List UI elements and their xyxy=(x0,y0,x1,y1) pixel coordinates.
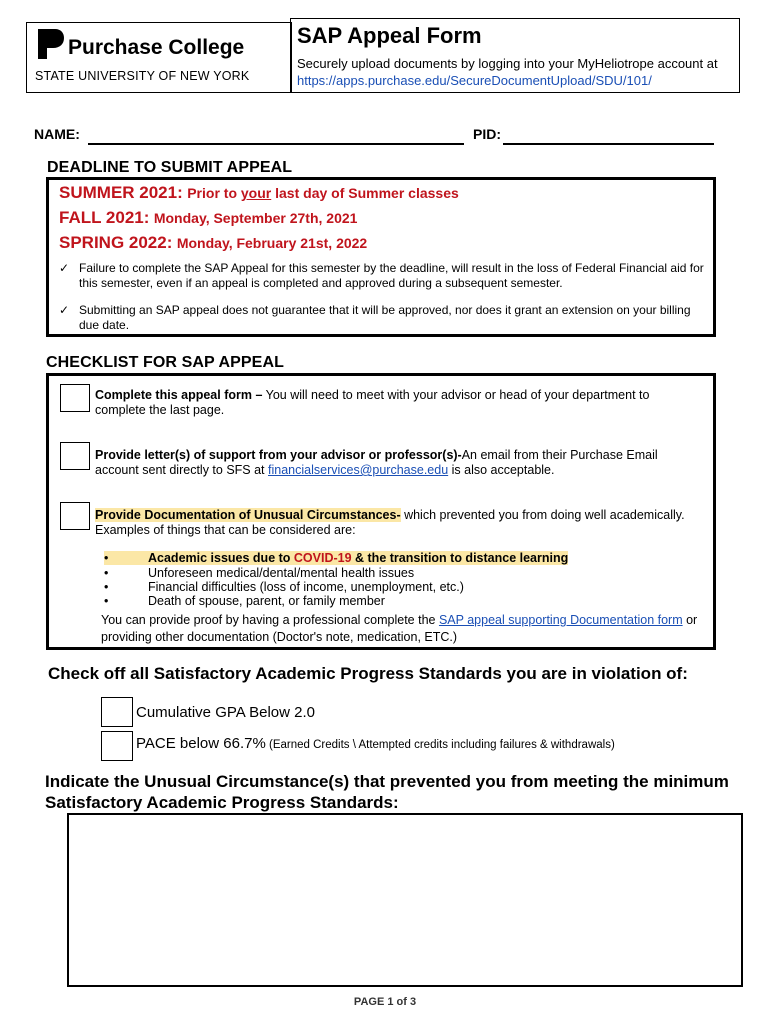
fall-term: FALL 2021: xyxy=(59,208,150,227)
circumstances-textarea[interactable] xyxy=(67,813,743,987)
pace-label: PACE below 66.7% (Earned Credits \ Attempted credits including failures & withdrawals) xyxy=(136,735,615,752)
summer-term: SUMMER 2021: xyxy=(59,183,183,202)
note-text: Failure to complete the SAP Appeal for this semester by the deadline, will result in the loss of Federal Financial aid for this semester, even if an appeal is completed and approved during a subsequent semester. xyxy=(79,261,704,290)
upload-instructions xyxy=(297,55,737,89)
appeal-form-checkbox[interactable] xyxy=(60,384,90,412)
suny-line: STATE UNIVERSITY OF NEW YORK xyxy=(35,69,250,83)
gpa-label: Cumulative GPA Below 2.0 xyxy=(136,704,315,721)
summer-detail: Prior to your last day of Summer classes xyxy=(187,185,459,201)
checklist-item-appeal-form: Complete this appeal form – You will need to meet with your advisor or head of your department to complete the last page. xyxy=(95,388,650,417)
deadline-heading: DEADLINE TO SUBMIT APPEAL xyxy=(47,159,293,176)
note-text: Submitting an SAP appeal does not guarantee that it will be approved, nor does it grant an extension on your billing due date. xyxy=(79,303,691,332)
deadline-note-1 xyxy=(59,261,704,291)
fall-detail: Monday, September 27th, 2021 xyxy=(153,210,358,226)
list-item: • Academic issues due to COVID-19 & the transition to distance learning xyxy=(104,551,569,565)
upload-link[interactable]: https://apps.purchase.edu/SecureDocumentUpload/SDU/101/ xyxy=(297,73,652,88)
checklist-item-support-letter: Provide letter(s) of support from your advisor or professor(s)-An email from their Purchase Email account sent directly to SFS at financialservices@purchase.edu is also acceptable. xyxy=(95,448,658,477)
checkmark-icon: ✓ xyxy=(59,261,70,275)
spring-detail: Monday, February 21st, 2022 xyxy=(176,235,368,251)
summer-deadline xyxy=(59,183,459,203)
standards-heading: Check off all Satisfactory Academic Progress Standards you are in violation of: xyxy=(48,664,688,683)
checklist-item-documentation: Provide Documentation of Unusual Circumstances- which prevented you from doing well academically. Examples of things that can be considered are: xyxy=(95,508,685,537)
college-name: Purchase College xyxy=(68,36,245,59)
proof-instructions: You can provide proof by having a professional complete the SAP appeal supporting Documentation form or providing other documentation (Doctor's note, medication, ETC.) xyxy=(101,613,698,644)
purchase-logo-icon xyxy=(35,27,65,61)
support-letter-checkbox[interactable] xyxy=(60,442,90,470)
checkmark-icon: ✓ xyxy=(59,303,70,317)
checklist-box xyxy=(46,373,716,650)
list-item: • Financial difficulties (loss of income, unemployment, etc.) xyxy=(104,580,464,594)
sfs-email-link[interactable]: financialservices@purchase.edu xyxy=(268,463,449,477)
spring-term: SPRING 2022: xyxy=(59,233,173,252)
list-item: • Death of spouse, parent, or family member xyxy=(104,594,385,608)
spring-deadline xyxy=(59,233,367,253)
form-title: SAP Appeal Form xyxy=(297,23,482,48)
pid-label: PID: xyxy=(473,126,501,142)
list-item: • Unforeseen medical/dental/mental health issues xyxy=(104,566,415,580)
page-number: PAGE 1 of 3 xyxy=(353,996,417,1008)
form-title-box xyxy=(290,18,740,93)
pace-checkbox[interactable] xyxy=(101,731,133,761)
documentation-checkbox[interactable] xyxy=(60,502,90,530)
name-label: NAME: xyxy=(34,126,80,142)
deadline-note-2 xyxy=(59,303,704,333)
gpa-checkbox[interactable] xyxy=(101,697,133,727)
upload-text: Securely upload documents by logging into your MyHeliotrope account at xyxy=(297,56,718,71)
checklist-heading: CHECKLIST FOR SAP APPEAL xyxy=(46,354,284,371)
supporting-documentation-link[interactable]: SAP appeal supporting Documentation form xyxy=(438,613,683,627)
college-logo-box xyxy=(26,22,292,93)
fall-deadline xyxy=(59,208,357,228)
logo-row xyxy=(35,27,244,61)
deadline-box xyxy=(46,177,716,337)
pid-field[interactable] xyxy=(503,143,714,145)
name-field[interactable] xyxy=(88,143,464,145)
circumstances-heading: Indicate the Unusual Circumstance(s) that prevented you from meeting the minimum Satisfactory Academic Progress Standards: xyxy=(45,772,729,812)
